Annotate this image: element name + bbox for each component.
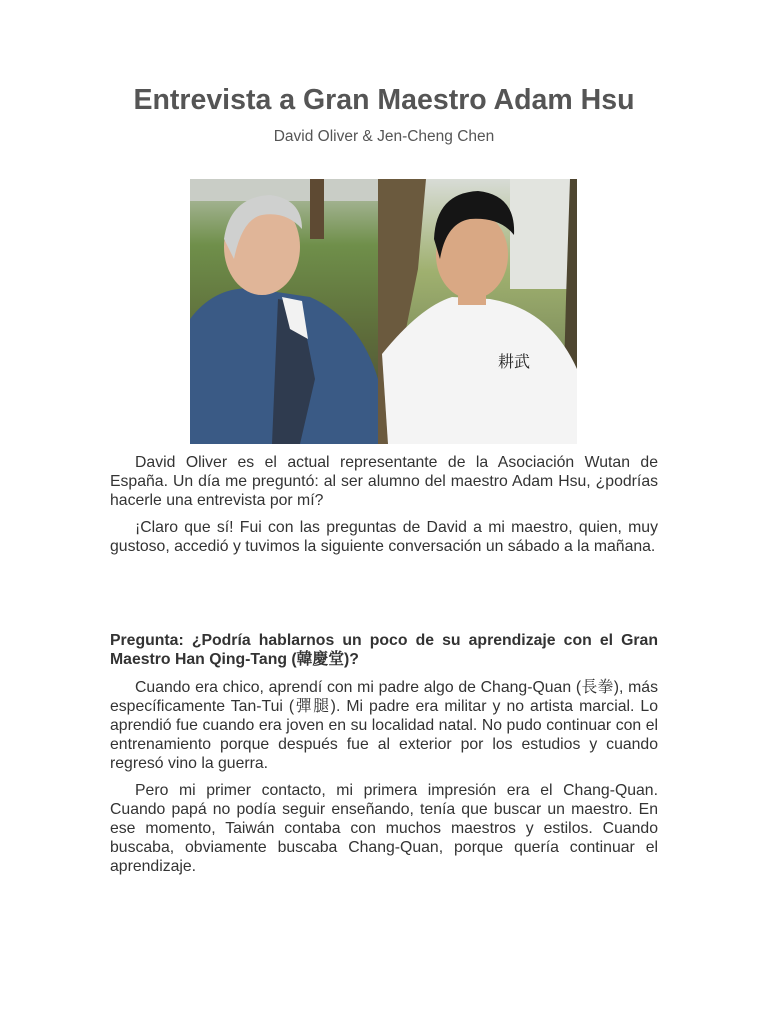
intro-paragraph-2: ¡Claro que sí! Fui con las preguntas de David a mi maestro, quien, muy gustoso, accedió y tuvimos la siguiente conversación un sábado a la mañana. (110, 519, 658, 555)
answer-paragraph-2: Pero mi primer contacto, mi primera impresión era el Chang-Quan. Cuando papá no podía seguir enseñando, tenía que buscar un maestro. En ese momento, Taiwán contaba con muchos maestros y estilos. Cuando buscaba, obviamente buscaba Chang-Quan, porque quería continuar el aprendizaje. (110, 782, 658, 875)
intro-paragraph-1: David Oliver es el actual representante de la Asociación Wutan de España. Un día me preguntó: al ser alumno del maestro Adam Hsu, ¿podrías hacerle una entrevista por mí? (110, 454, 658, 509)
article-authors: David Oliver & Jen-Cheng Chen (273, 128, 495, 145)
interview-question: Pregunta: ¿Podría hablarnos un poco de su aprendizaje con el Gran Maestro Han Qing-Tang (韓慶堂)? (110, 632, 658, 668)
answer-paragraph-1: Cuando era chico, aprendí con mi padre algo de Chang-Quan (長拳), más específicamente Tan-Tui (彈腿). Mi padre era militar y no artista marcial. Lo aprendió fue cuando era joven en su localidad natal. No pudo continuar con el entrenamiento porque después fue al exterior por los estudios y cuando regresó vino la guerra. (110, 679, 658, 772)
shirt-logo: 耕武 (498, 352, 531, 371)
interview-photo (190, 179, 577, 444)
article-title: Entrevista a Gran Maestro Adam Hsu (133, 84, 635, 116)
